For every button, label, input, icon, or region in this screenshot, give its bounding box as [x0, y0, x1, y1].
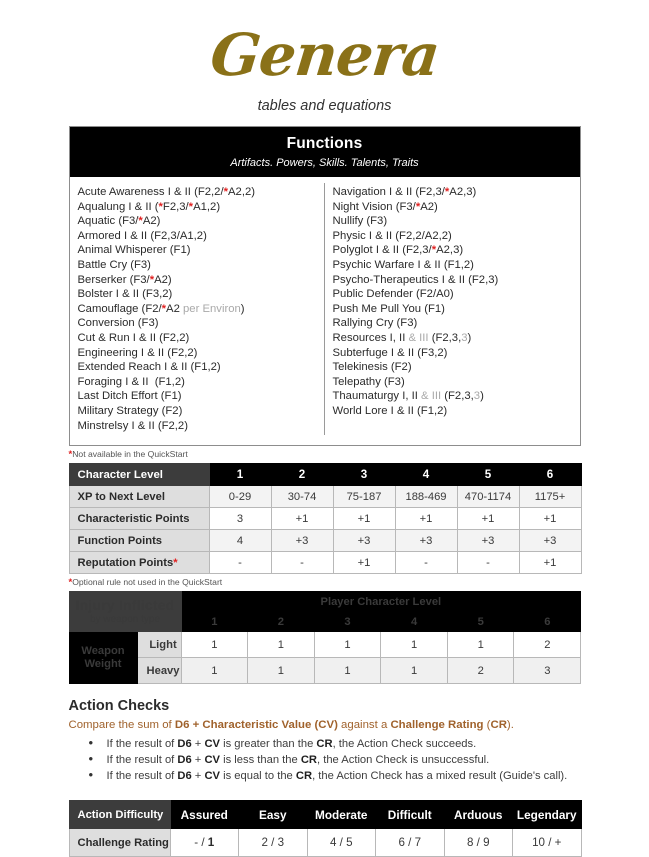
row-label: Characteristic Points	[69, 508, 209, 530]
function-entry: Military Strategy (F2)	[77, 404, 183, 417]
asterisk-icon: *	[415, 200, 421, 213]
footnote-text-2: Optional rule not used in the QuickStart	[72, 577, 223, 588]
function-entry: Physic I & II (F2,2/A2,2)	[332, 229, 452, 242]
function-entry: Polyglot I & II (F2,3/*A2,3)	[332, 244, 464, 257]
document-subtitle: tables and equations	[257, 98, 392, 114]
term-cv: CV	[204, 770, 220, 783]
function-entry: Extended Reach I & II (F1,2)	[77, 361, 221, 374]
weapon-weight-label: Weapon Weight	[69, 632, 137, 684]
function-entry: Bolster I & II (F3,2)	[77, 288, 173, 301]
term-cr: CR	[300, 754, 318, 767]
player-character-level-header: Player Character Level	[181, 592, 581, 612]
action-checks-lead: Compare the sum of D6 + Characteristic Value (CV) against a Challenge Rating (CR).	[68, 719, 514, 732]
functions-box	[69, 126, 581, 446]
action-checks-heading: Action Checks	[68, 698, 170, 715]
term-challenge-rating: Challenge Rating	[390, 719, 484, 732]
level-column-header: 5	[447, 612, 514, 632]
table-row	[69, 801, 581, 829]
table-row	[69, 829, 581, 857]
document-header	[0, 0, 649, 114]
table-cell: 3	[514, 658, 581, 684]
asterisk-icon: *	[444, 186, 450, 198]
character-level-column-header: 3	[333, 464, 395, 486]
difficulty-column-header: Assured	[170, 801, 239, 829]
table-cell: 10 / +	[513, 829, 582, 857]
table-cell: 1	[314, 658, 381, 684]
table-cell: +3	[271, 530, 333, 552]
table-cell: +1	[519, 552, 581, 574]
note-gray: per Environ	[183, 302, 241, 315]
asterisk-icon: *	[188, 200, 194, 213]
level-column-header: 3	[314, 612, 381, 632]
table-cell: 3	[209, 508, 271, 530]
difficulty-column-header: Moderate	[307, 801, 376, 829]
level-column-header: 4	[381, 612, 448, 632]
table-row	[69, 592, 581, 612]
function-entry: World Lore I & II (F1,2)	[332, 404, 448, 417]
table-cell: 0-29	[209, 486, 271, 508]
function-entry: Last Ditch Effort (F1)	[77, 390, 182, 403]
action-difficulty-wrap	[69, 800, 581, 857]
functions-subtitle: Artifacts. Powers, Skills. Talents, Traits	[230, 157, 419, 169]
term-cr: CR	[490, 719, 507, 732]
footnote-asterisk-icon: *	[68, 449, 73, 461]
character-level-column-header: 6	[519, 464, 581, 486]
term-cr: CR	[316, 738, 333, 751]
brand-title: Genera	[207, 21, 442, 89]
table-cell: -	[271, 552, 333, 574]
table-cell: 1	[248, 658, 315, 684]
table-cell: 2	[514, 632, 581, 658]
tier-three-value-gray: 3	[473, 390, 481, 403]
function-entry: Conversion (F3)	[77, 317, 159, 330]
table-cell: 30-74	[271, 486, 333, 508]
function-entry: Nullify (F3)	[332, 215, 388, 228]
table-row	[69, 486, 581, 508]
term-cv: CV	[204, 738, 220, 751]
function-entry: Animal Whisperer (F1)	[77, 244, 191, 257]
table-cell: 188-469	[395, 486, 457, 508]
table-cell: +1	[271, 508, 333, 530]
table-row	[69, 552, 581, 574]
action-difficulty-header: Action Difficulty	[69, 801, 170, 829]
table-cell: +1	[333, 552, 395, 574]
injury-title-sub: by weapon type	[89, 614, 161, 626]
table-cell: 2	[447, 658, 514, 684]
functions-box-header	[70, 127, 580, 177]
action-check-bullet: • If the result of D6 + CV is equal to the CR, the Action Check has a mixed result (Guide's call).	[89, 768, 581, 784]
table-cell: +1	[519, 508, 581, 530]
function-entry: Resources I, II & III (F2,3,3)	[332, 331, 472, 344]
table-cell: 4	[209, 530, 271, 552]
asterisk-icon: *	[149, 273, 155, 286]
table-row	[69, 530, 581, 552]
table-cell: 1	[314, 632, 381, 658]
term-d6: D6	[177, 770, 192, 783]
row-label: Reputation Points*	[69, 552, 209, 574]
term-cv: CV	[204, 754, 220, 767]
table-cell: 1	[381, 658, 448, 684]
footnote-text: Not available in the QuickStart	[72, 449, 188, 460]
difficulty-column-header: Arduous	[444, 801, 513, 829]
document-body	[69, 126, 581, 857]
function-entry: Telepathy (F3)	[332, 375, 405, 388]
functions-columns	[70, 177, 580, 445]
table-cell: 6 / 7	[376, 829, 445, 857]
asterisk-icon: *	[161, 302, 167, 315]
term-d6-cv: D6 + Characteristic Value (CV)	[174, 719, 338, 732]
table-cell: 75-187	[333, 486, 395, 508]
function-entry: Rallying Cry (F3)	[332, 317, 418, 330]
asterisk-icon: *	[138, 215, 143, 228]
functions-footnote	[69, 449, 581, 460]
function-entry: Night Vision (F3/*A2)	[332, 200, 438, 213]
action-check-bullet: • If the result of D6 + CV is greater than the CR, the Action Check succeeds.	[89, 736, 581, 752]
table-cell: -	[209, 552, 271, 574]
function-entry: Cut & Run I & II (F2,2)	[77, 331, 190, 344]
table-cell: +1	[333, 508, 395, 530]
function-entry: Aqualung I & II (*F2,3/*A1,2)	[77, 200, 221, 213]
table-cell: +3	[457, 530, 519, 552]
challenge-rating-row-label: Challenge Rating	[69, 829, 170, 857]
table-row	[69, 632, 581, 658]
table-cell: 470-1174	[457, 486, 519, 508]
injury-title-cell	[69, 592, 181, 632]
table-cell: -	[395, 552, 457, 574]
tier-three-gray: & III	[408, 331, 429, 344]
rating-emphasis: 1	[207, 836, 215, 850]
function-entry: Push Me Pull You (F1)	[332, 302, 445, 315]
function-entry: Armored I & II (F2,3/A1,2)	[77, 229, 207, 242]
table-cell: +1	[395, 508, 457, 530]
asterisk-icon: *	[431, 244, 437, 257]
character-level-column-header: 2	[271, 464, 333, 486]
character-level-footnote	[69, 577, 581, 588]
character-level-column-header: 4	[395, 464, 457, 486]
action-difficulty-table	[69, 800, 582, 857]
table-cell: 2 / 3	[239, 829, 308, 857]
term-d6: D6	[177, 738, 192, 751]
function-entry: Foraging I & II (F1,2)	[77, 375, 185, 388]
row-label: Function Points	[69, 530, 209, 552]
difficulty-column-header: Difficult	[376, 801, 445, 829]
difficulty-column-header: Legendary	[513, 801, 582, 829]
function-entry: Telekinesis (F2)	[332, 361, 412, 374]
table-cell: 1	[181, 658, 248, 684]
character-level-column-header: 1	[209, 464, 271, 486]
table-row	[69, 658, 581, 684]
function-entry: Public Defender (F2/A0)	[332, 288, 454, 301]
weapon-weight-row-label: Light	[137, 632, 181, 658]
function-entry: Battle Cry (F3)	[77, 258, 151, 271]
table-cell: +3	[333, 530, 395, 552]
action-check-bullet: • If the result of D6 + CV is less than the CR, the Action Check is unsuccessful.	[89, 752, 581, 768]
function-entry: Acute Awareness I & II (F2,2/*A2,2)	[77, 186, 256, 198]
functions-right-column	[325, 183, 580, 435]
function-entry: Engineering I & II (F2,2)	[77, 346, 198, 359]
table-cell: -	[457, 552, 519, 574]
level-column-header: 2	[248, 612, 315, 632]
function-entry: Psycho-Therapeutics I & II (F2,3)	[332, 273, 499, 286]
difficulty-column-header: Easy	[239, 801, 308, 829]
injury-inflicted-table	[69, 591, 582, 684]
asterisk-icon: *	[158, 200, 163, 213]
table-cell: 1	[181, 632, 248, 658]
table-cell: - / 1	[170, 829, 239, 857]
row-label: XP to Next Level	[69, 486, 209, 508]
function-entry: Navigation I & II (F2,3/*A2,3)	[332, 186, 477, 198]
character-level-header: Character Level	[69, 464, 209, 486]
table-cell: 1	[447, 632, 514, 658]
tier-three-value-gray: 3	[461, 331, 468, 344]
level-column-header: 6	[514, 612, 581, 632]
term-d6: D6	[177, 754, 192, 767]
table-row	[69, 464, 581, 486]
function-entry: Aquatic (F3/*A2)	[77, 215, 161, 228]
weapon-weight-row-label: Heavy	[137, 658, 181, 684]
footnote-asterisk-icon-2: *	[68, 577, 73, 589]
table-cell: +1	[457, 508, 519, 530]
table-cell: 8 / 9	[444, 829, 513, 857]
function-entry: Psychic Warfare I & II (F1,2)	[332, 258, 474, 271]
table-cell: +3	[395, 530, 457, 552]
tier-three-gray: & III	[421, 390, 442, 403]
action-checks-bullet-list	[69, 736, 581, 784]
function-entry: Thaumaturgy I, II & III (F2,3,3)	[332, 390, 484, 403]
term-cr: CR	[295, 770, 313, 783]
character-level-table	[69, 463, 582, 574]
table-row	[69, 508, 581, 530]
asterisk-icon: *	[173, 556, 178, 569]
function-entry: Berserker (F3/*A2)	[77, 273, 172, 286]
function-entry: Minstrelsy I & II (F2,2)	[77, 419, 188, 432]
table-cell: 1	[381, 632, 448, 658]
functions-left-column	[70, 183, 325, 435]
asterisk-icon: *	[223, 186, 228, 198]
function-entry: Subterfuge I & II (F3,2)	[332, 346, 448, 359]
table-cell: 1	[248, 632, 315, 658]
level-column-header: 1	[181, 612, 248, 632]
table-cell: 4 / 5	[307, 829, 376, 857]
injury-title: Injury Inflicted	[75, 597, 175, 614]
table-cell: 1175+	[519, 486, 581, 508]
function-entry: Camouflage (F2/*A2 per Environ)	[77, 302, 245, 315]
table-cell: +3	[519, 530, 581, 552]
character-level-column-header: 5	[457, 464, 519, 486]
functions-title: Functions	[286, 135, 363, 152]
